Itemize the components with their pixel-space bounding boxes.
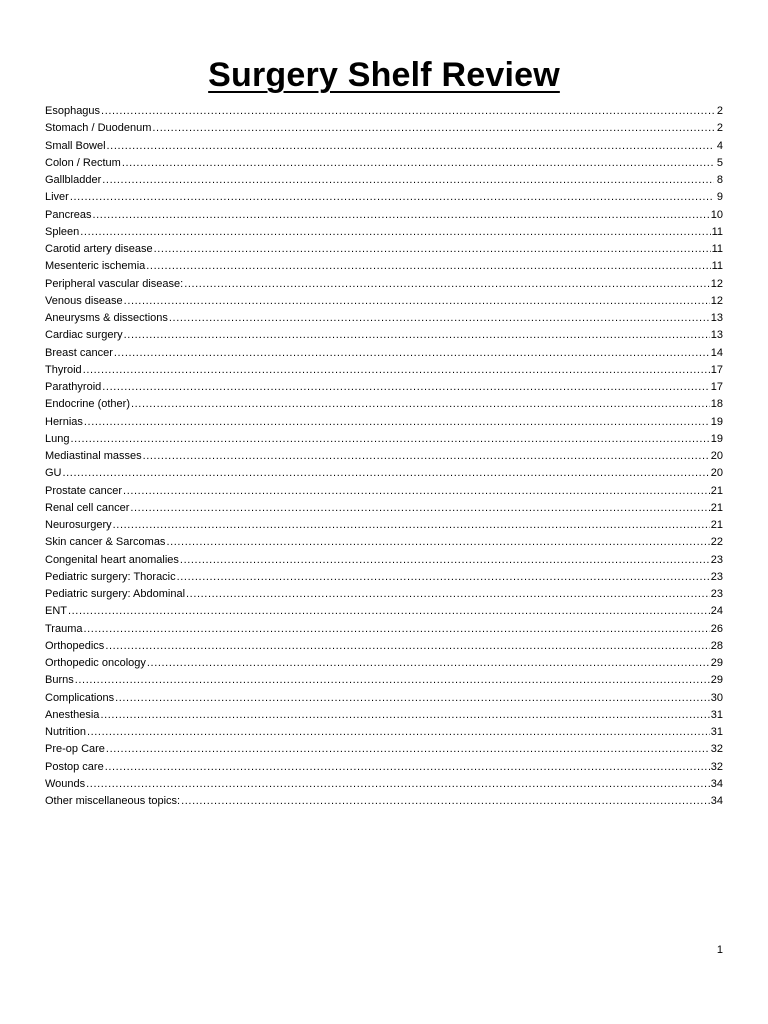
toc-entry[interactable] — [45, 741, 723, 758]
toc-entry-label[interactable]: Esophagus — [45, 105, 101, 117]
toc-entry-page[interactable]: 11 — [711, 260, 723, 273]
toc-dot-leader — [180, 552, 710, 569]
toc-entry[interactable] — [45, 500, 723, 517]
toc-dot-leader — [80, 224, 710, 241]
toc-dot-leader — [177, 569, 710, 586]
toc-entry-label[interactable]: Thyroid — [45, 363, 82, 376]
toc-entry[interactable] — [45, 431, 723, 448]
toc-dot-leader — [166, 534, 709, 551]
toc-entry-label[interactable]: Other miscellaneous topics: — [45, 795, 181, 807]
toc-entry-page[interactable]: 17 — [710, 381, 723, 393]
toc-entry-label[interactable]: Complications — [45, 691, 115, 704]
toc-dot-leader — [184, 276, 710, 293]
toc-entry-page[interactable]: 2 — [716, 105, 723, 117]
toc-dot-leader — [147, 655, 710, 672]
toc-dot-leader — [68, 603, 710, 620]
toc-entry-page[interactable]: 5 — [716, 156, 723, 169]
toc-entry-page[interactable]: 23 — [710, 570, 723, 583]
toc-entry-page[interactable]: 8 — [716, 174, 723, 186]
toc-entry-label[interactable]: Orthopedics — [45, 639, 105, 652]
toc-entry[interactable] — [45, 724, 723, 741]
toc-entry-page[interactable]: 21 — [710, 501, 723, 514]
toc-entry[interactable] — [45, 189, 723, 206]
toc-dot-leader — [105, 638, 709, 655]
toc-entry[interactable] — [45, 672, 723, 689]
toc-entry[interactable] — [45, 103, 723, 120]
toc-dot-leader — [106, 741, 710, 758]
toc-entry-page[interactable]: 34 — [710, 795, 723, 807]
toc-dot-leader — [124, 327, 710, 344]
toc-entry-label[interactable]: Pediatric surgery: Abdominal — [45, 588, 186, 600]
toc-entry[interactable] — [45, 759, 723, 776]
toc-entry[interactable] — [45, 483, 723, 500]
toc-entry-page[interactable]: 26 — [710, 622, 723, 635]
toc-dot-leader — [100, 707, 709, 724]
toc-entry[interactable] — [45, 552, 723, 569]
toc-entry[interactable] — [45, 707, 723, 724]
toc-entry-page[interactable]: 24 — [710, 605, 723, 618]
toc-entry[interactable] — [45, 776, 723, 793]
toc-entry-label[interactable]: Carotid artery disease — [45, 243, 153, 255]
toc-entry-page[interactable]: 20 — [710, 450, 723, 462]
toc-dot-leader — [154, 241, 711, 258]
toc-entry-label[interactable]: Renal cell cancer — [45, 501, 130, 514]
table-of-contents — [45, 103, 723, 810]
toc-entry-label[interactable]: Skin cancer & Sarcomas — [45, 536, 166, 549]
toc-entry-label[interactable]: Prostate cancer — [45, 484, 123, 497]
toc-dot-leader — [70, 189, 714, 206]
toc-entry-page[interactable]: 13 — [710, 312, 723, 324]
toc-entry-label[interactable]: Stomach / Duodenum — [45, 122, 152, 135]
toc-entry-page[interactable]: 11 — [711, 243, 723, 255]
toc-entry[interactable] — [45, 690, 723, 707]
toc-entry[interactable] — [45, 172, 723, 189]
toc-entry-label[interactable]: Pediatric surgery: Thoracic — [45, 570, 176, 583]
toc-entry-label[interactable]: Nutrition — [45, 726, 86, 738]
toc-dot-leader — [86, 776, 710, 793]
toc-entry[interactable] — [45, 224, 723, 241]
toc-dot-leader — [146, 258, 710, 275]
toc-entry-page[interactable]: 19 — [710, 432, 723, 445]
toc-entry[interactable] — [45, 207, 723, 224]
toc-entry-label[interactable]: Small Bowel — [45, 139, 106, 152]
toc-entry[interactable] — [45, 534, 723, 551]
toc-entry-label[interactable]: Colon / Rectum — [45, 156, 121, 169]
toc-entry-label[interactable]: Orthopedic oncology — [45, 657, 146, 669]
toc-entry-label[interactable]: Mediastinal masses — [45, 450, 142, 462]
toc-dot-leader — [114, 345, 710, 362]
toc-entry-page[interactable]: 21 — [710, 484, 723, 497]
toc-entry-label[interactable]: Trauma — [45, 622, 83, 635]
toc-entry-label[interactable]: Hernias — [45, 415, 83, 428]
toc-entry[interactable] — [45, 655, 723, 672]
toc-entry[interactable] — [45, 793, 723, 810]
toc-entry-page[interactable]: 2 — [716, 122, 723, 135]
toc-entry[interactable] — [45, 638, 723, 655]
toc-entry-label[interactable]: ENT — [45, 605, 67, 618]
toc-entry[interactable] — [45, 327, 723, 344]
toc-entry-label[interactable]: Parathyroid — [45, 381, 102, 393]
toc-entry-page[interactable]: 19 — [710, 415, 723, 428]
toc-entry-label[interactable]: Congenital heart anomalies — [45, 553, 179, 566]
toc-entry-page[interactable]: 30 — [710, 691, 723, 704]
toc-entry-page[interactable]: 12 — [710, 277, 723, 290]
toc-entry[interactable] — [45, 345, 723, 362]
toc-entry[interactable] — [45, 448, 723, 465]
toc-entry-label[interactable]: Neurosurgery — [45, 519, 112, 531]
toc-dot-leader — [152, 120, 714, 137]
toc-entry-page[interactable]: 9 — [716, 191, 723, 204]
toc-entry[interactable] — [45, 465, 723, 482]
toc-entry-label[interactable]: Liver — [45, 191, 69, 204]
toc-entry[interactable] — [45, 155, 723, 172]
toc-entry-label[interactable]: Pancreas — [45, 208, 92, 221]
toc-entry-label[interactable]: Wounds — [45, 777, 86, 790]
toc-entry-label[interactable]: Gallbladder — [45, 174, 102, 186]
toc-dot-leader — [87, 724, 710, 741]
toc-entry-label[interactable]: Anesthesia — [45, 708, 100, 721]
toc-entry[interactable] — [45, 138, 723, 155]
toc-dot-leader — [124, 293, 710, 310]
toc-dot-leader — [63, 465, 710, 482]
toc-entry-label[interactable]: Cardiac surgery — [45, 329, 123, 342]
toc-entry-page[interactable]: 21 — [710, 519, 723, 531]
toc-entry[interactable] — [45, 293, 723, 310]
toc-entry-label[interactable]: Breast cancer — [45, 346, 113, 359]
toc-dot-leader — [181, 793, 710, 810]
toc-entry-label[interactable]: Mesenteric ischemia — [45, 260, 146, 273]
toc-entry-label[interactable]: Spleen — [45, 225, 80, 238]
toc-dot-leader — [105, 759, 710, 776]
toc-entry-label[interactable]: GU — [45, 467, 62, 480]
toc-entry-label[interactable]: Burns — [45, 674, 74, 687]
toc-dot-leader — [75, 672, 710, 689]
toc-dot-leader — [131, 396, 710, 413]
toc-entry[interactable] — [45, 569, 723, 586]
toc-entry[interactable] — [45, 603, 723, 620]
toc-dot-leader — [70, 431, 709, 448]
toc-entry-label[interactable]: Pre-op Care — [45, 743, 105, 756]
toc-entry[interactable] — [45, 276, 723, 293]
toc-entry-page[interactable]: 28 — [710, 639, 723, 652]
toc-dot-leader — [169, 310, 710, 327]
toc-entry-page[interactable]: 20 — [710, 467, 723, 480]
toc-entry-label[interactable]: Aneurysms & dissections — [45, 312, 168, 324]
toc-dot-leader — [84, 414, 710, 431]
toc-dot-leader — [102, 172, 714, 189]
toc-entry-page[interactable]: 31 — [710, 726, 723, 738]
toc-entry-page[interactable]: 34 — [710, 777, 723, 790]
toc-entry[interactable] — [45, 414, 723, 431]
toc-entry-page[interactable]: 23 — [710, 588, 723, 600]
toc-dot-leader — [186, 586, 710, 603]
toc-dot-leader — [92, 207, 709, 224]
toc-entry-label[interactable]: Postop care — [45, 760, 104, 773]
toc-entry-page[interactable]: 29 — [710, 674, 723, 687]
toc-entry[interactable] — [45, 586, 723, 603]
toc-entry[interactable] — [45, 362, 723, 379]
toc-entry-page[interactable]: 32 — [710, 760, 723, 773]
toc-dot-leader — [84, 621, 710, 638]
toc-entry-page[interactable]: 22 — [710, 536, 723, 549]
toc-entry[interactable] — [45, 621, 723, 638]
toc-dot-leader — [113, 517, 710, 534]
toc-entry-page[interactable]: 10 — [710, 208, 723, 221]
page-number: 1 — [716, 944, 723, 956]
toc-entry-label[interactable]: Venous disease — [45, 294, 123, 307]
toc-entry[interactable] — [45, 396, 723, 413]
toc-entry-page[interactable]: 13 — [710, 329, 723, 342]
toc-entry-page[interactable]: 11 — [711, 225, 723, 238]
toc-dot-leader — [115, 690, 710, 707]
toc-entry-label[interactable]: Lung — [45, 432, 70, 445]
toc-entry[interactable] — [45, 241, 723, 258]
toc-entry-page[interactable]: 23 — [710, 553, 723, 566]
toc-entry-page[interactable]: 18 — [710, 398, 723, 411]
toc-entry[interactable] — [45, 517, 723, 534]
document-title: Surgery Shelf Review — [208, 56, 560, 94]
toc-entry-label[interactable]: Peripheral vascular disease: — [45, 277, 184, 290]
toc-dot-leader — [101, 103, 714, 120]
toc-entry[interactable] — [45, 379, 723, 396]
toc-dot-leader — [122, 155, 714, 172]
toc-entry[interactable] — [45, 120, 723, 137]
toc-entry-page[interactable]: 31 — [710, 708, 723, 721]
toc-entry-page[interactable]: 12 — [710, 294, 723, 307]
toc-entry-page[interactable]: 14 — [710, 346, 723, 359]
toc-entry[interactable] — [45, 258, 723, 275]
toc-entry-page[interactable]: 29 — [710, 657, 723, 669]
toc-dot-leader — [102, 379, 709, 396]
toc-dot-leader — [123, 483, 710, 500]
toc-dot-leader — [143, 448, 710, 465]
toc-entry-page[interactable]: 17 — [710, 363, 723, 376]
toc-dot-leader — [83, 362, 710, 379]
toc-entry-page[interactable]: 32 — [710, 743, 723, 756]
toc-entry-label[interactable]: Endocrine (other) — [45, 398, 130, 411]
toc-entry[interactable] — [45, 310, 723, 327]
toc-dot-leader — [107, 138, 714, 155]
toc-dot-leader — [130, 500, 709, 517]
toc-entry-page[interactable]: 4 — [716, 139, 723, 152]
